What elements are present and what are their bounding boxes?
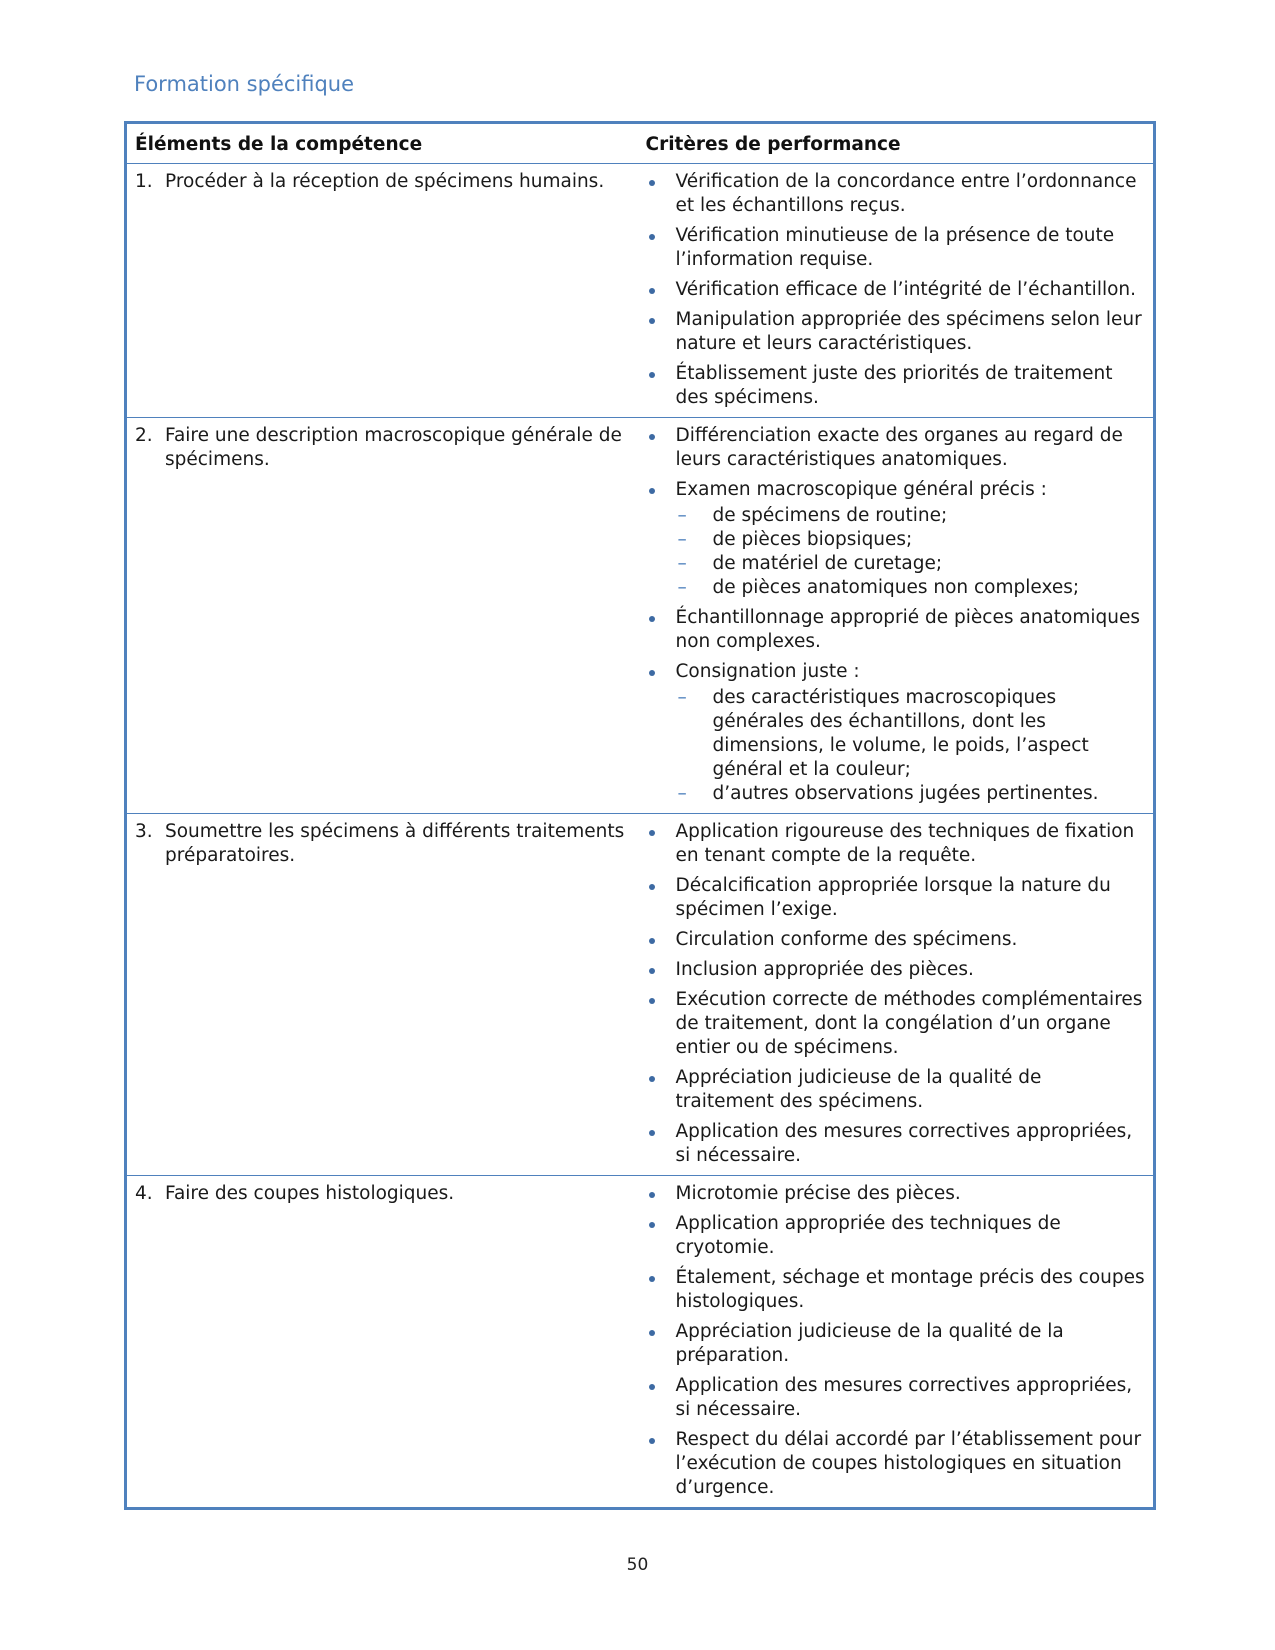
criterion-item (646, 1120, 1146, 1168)
bullet-icon (649, 288, 655, 294)
criterion-text: Étalement, séchage et montage précis des coupes histologiques. (675, 1267, 1145, 1312)
criterion-text: Échantillonnage approprié de pièces anatomiques non complexes. (675, 607, 1140, 652)
criterion-text: Exécution correcte de méthodes complémentaires de traitement, dont la congélation d’un organe entier ou de spécimens. (675, 989, 1143, 1058)
competence-element (135, 1182, 630, 1206)
bullet-icon (649, 1438, 655, 1444)
bullet-icon (649, 1130, 655, 1136)
criterion-item (646, 606, 1146, 654)
bullet-icon (649, 1384, 655, 1390)
table-row (126, 814, 1155, 1176)
bullet-icon (649, 434, 655, 440)
criterion-text: Établissement juste des priorités de traitement des spécimens. (675, 363, 1113, 408)
bullet-icon (649, 318, 655, 324)
criterion-item (646, 478, 1146, 600)
bullet-icon (649, 1076, 655, 1082)
criteria-cell (638, 814, 1155, 1176)
dash-icon: – (677, 529, 687, 550)
sub-criterion-item (676, 552, 1146, 576)
sub-criterion-text: de pièces anatomiques non complexes; (712, 577, 1080, 598)
criterion-text: Microtomie précise des pièces. (675, 1183, 961, 1204)
bullet-icon (649, 968, 655, 974)
criteria-list (646, 820, 1146, 1168)
criterion-item (646, 1182, 1146, 1206)
criteria-cell (638, 164, 1155, 418)
table-body (126, 164, 1155, 1509)
bullet-icon (649, 1222, 655, 1228)
criterion-text: Vérification efficace de l’intégrité de l’échantillon. (675, 279, 1137, 300)
criterion-item (646, 958, 1146, 982)
criterion-text: Différenciation exacte des organes au regard de leurs caractéristiques anatomiques. (675, 425, 1123, 470)
criteria-cell (638, 418, 1155, 814)
criterion-item (646, 278, 1146, 302)
criterion-item (646, 224, 1146, 272)
criterion-item (646, 660, 1146, 806)
sub-criteria-list (676, 504, 1146, 600)
element-text: Procéder à la réception de spécimens humains. (165, 171, 605, 192)
competence-table (124, 121, 1156, 1510)
criterion-item (646, 928, 1146, 952)
element-cell (126, 814, 638, 1176)
criterion-text: Inclusion appropriée des pièces. (675, 959, 974, 980)
bullet-icon (649, 884, 655, 890)
dash-icon: – (677, 553, 687, 574)
element-text: Soumettre les spécimens à différents traitements préparatoires. (165, 821, 625, 866)
criterion-text: Appréciation judicieuse de la qualité de traitement des spécimens. (675, 1067, 1042, 1112)
bullet-icon (649, 998, 655, 1004)
bullet-icon (649, 1192, 655, 1198)
criterion-text: Application des mesures correctives appropriées, si nécessaire. (675, 1375, 1133, 1420)
competence-element (135, 820, 630, 868)
criterion-text: Examen macroscopique général précis : (675, 479, 1047, 500)
sub-criterion-item (676, 528, 1146, 552)
criterion-text: Application rigoureuse des techniques de fixation en tenant compte de la requête. (675, 821, 1135, 866)
sub-criterion-text: de pièces biopsiques; (712, 529, 913, 550)
criterion-item (646, 1066, 1146, 1114)
sub-criterion-item (676, 504, 1146, 528)
criterion-item (646, 1428, 1146, 1500)
criterion-item (646, 1320, 1146, 1368)
criterion-text: Respect du délai accordé par l’établissement pour l’exécution de coupes histologiques en situation d’urgence. (675, 1429, 1142, 1498)
criterion-item (646, 308, 1146, 356)
dash-icon: – (677, 687, 687, 708)
bullet-icon (649, 234, 655, 240)
element-text: Faire des coupes histologiques. (165, 1183, 455, 1204)
element-cell (126, 418, 638, 814)
criterion-text: Circulation conforme des spécimens. (675, 929, 1018, 950)
criterion-text: Application appropriée des techniques de cryotomie. (675, 1213, 1061, 1258)
table-row (126, 418, 1155, 814)
element-number: 3. (135, 821, 153, 842)
element-cell (126, 1176, 638, 1509)
header-elements: Éléments de la compétence (126, 123, 638, 164)
criterion-item (646, 988, 1146, 1060)
page-number: 50 (626, 1555, 649, 1575)
bullet-icon (649, 1276, 655, 1282)
bullet-icon (649, 616, 655, 622)
criteria-list (646, 424, 1146, 806)
bullet-icon (649, 488, 655, 494)
criterion-text: Application des mesures correctives appropriées, si nécessaire. (675, 1121, 1133, 1166)
sub-criterion-text: d’autres observations jugées pertinentes. (712, 783, 1099, 804)
dash-icon: – (677, 505, 687, 526)
element-number: 2. (135, 425, 153, 446)
sub-criterion-item (676, 576, 1146, 600)
criterion-item (646, 820, 1146, 868)
criterion-text: Consignation juste : (675, 661, 860, 682)
sub-criterion-text: de spécimens de routine; (712, 505, 948, 526)
bullet-icon (649, 180, 655, 186)
bullet-icon (649, 830, 655, 836)
criterion-text: Vérification minutieuse de la présence de toute l’information requise. (675, 225, 1115, 270)
element-number: 1. (135, 171, 153, 192)
element-cell (126, 164, 638, 418)
criterion-item (646, 424, 1146, 472)
sub-criterion-text: de matériel de curetage; (712, 553, 943, 574)
criterion-text: Manipulation appropriée des spécimens selon leur nature et leurs caractéristiques. (675, 309, 1142, 354)
table-header-row (126, 123, 1155, 164)
bullet-icon (649, 670, 655, 676)
criterion-text: Appréciation judicieuse de la qualité de la préparation. (675, 1321, 1064, 1366)
criterion-item (646, 170, 1146, 218)
dash-icon: – (677, 783, 687, 804)
header-criteria: Critères de performance (638, 123, 1155, 164)
criteria-cell (638, 1176, 1155, 1509)
sub-criteria-list (676, 686, 1146, 806)
criterion-item (646, 1266, 1146, 1314)
bullet-icon (649, 1330, 655, 1336)
criterion-item (646, 362, 1146, 410)
element-text: Faire une description macroscopique générale de spécimens. (165, 425, 622, 470)
sub-criterion-item (676, 686, 1146, 782)
page-title: Formation spécifique (134, 72, 355, 96)
criterion-text: Vérification de la concordance entre l’ordonnance et les échantillons reçus. (675, 171, 1137, 216)
criteria-list (646, 170, 1146, 410)
competence-element (135, 424, 630, 472)
sub-criterion-text: des caractéristiques macroscopiques générales des échantillons, dont les dimensions, le volume, le poids, l’aspect général et la couleur; (712, 687, 1089, 780)
table-row (126, 164, 1155, 418)
competence-element (135, 170, 630, 194)
bullet-icon (649, 938, 655, 944)
criterion-item (646, 1374, 1146, 1422)
table-row (126, 1176, 1155, 1509)
dash-icon: – (677, 577, 687, 598)
criterion-text: Décalcification appropriée lorsque la nature du spécimen l’exige. (675, 875, 1111, 920)
element-number: 4. (135, 1183, 153, 1204)
criteria-list (646, 1182, 1146, 1500)
criterion-item (646, 874, 1146, 922)
bullet-icon (649, 372, 655, 378)
sub-criterion-item (676, 782, 1146, 806)
criterion-item (646, 1212, 1146, 1260)
